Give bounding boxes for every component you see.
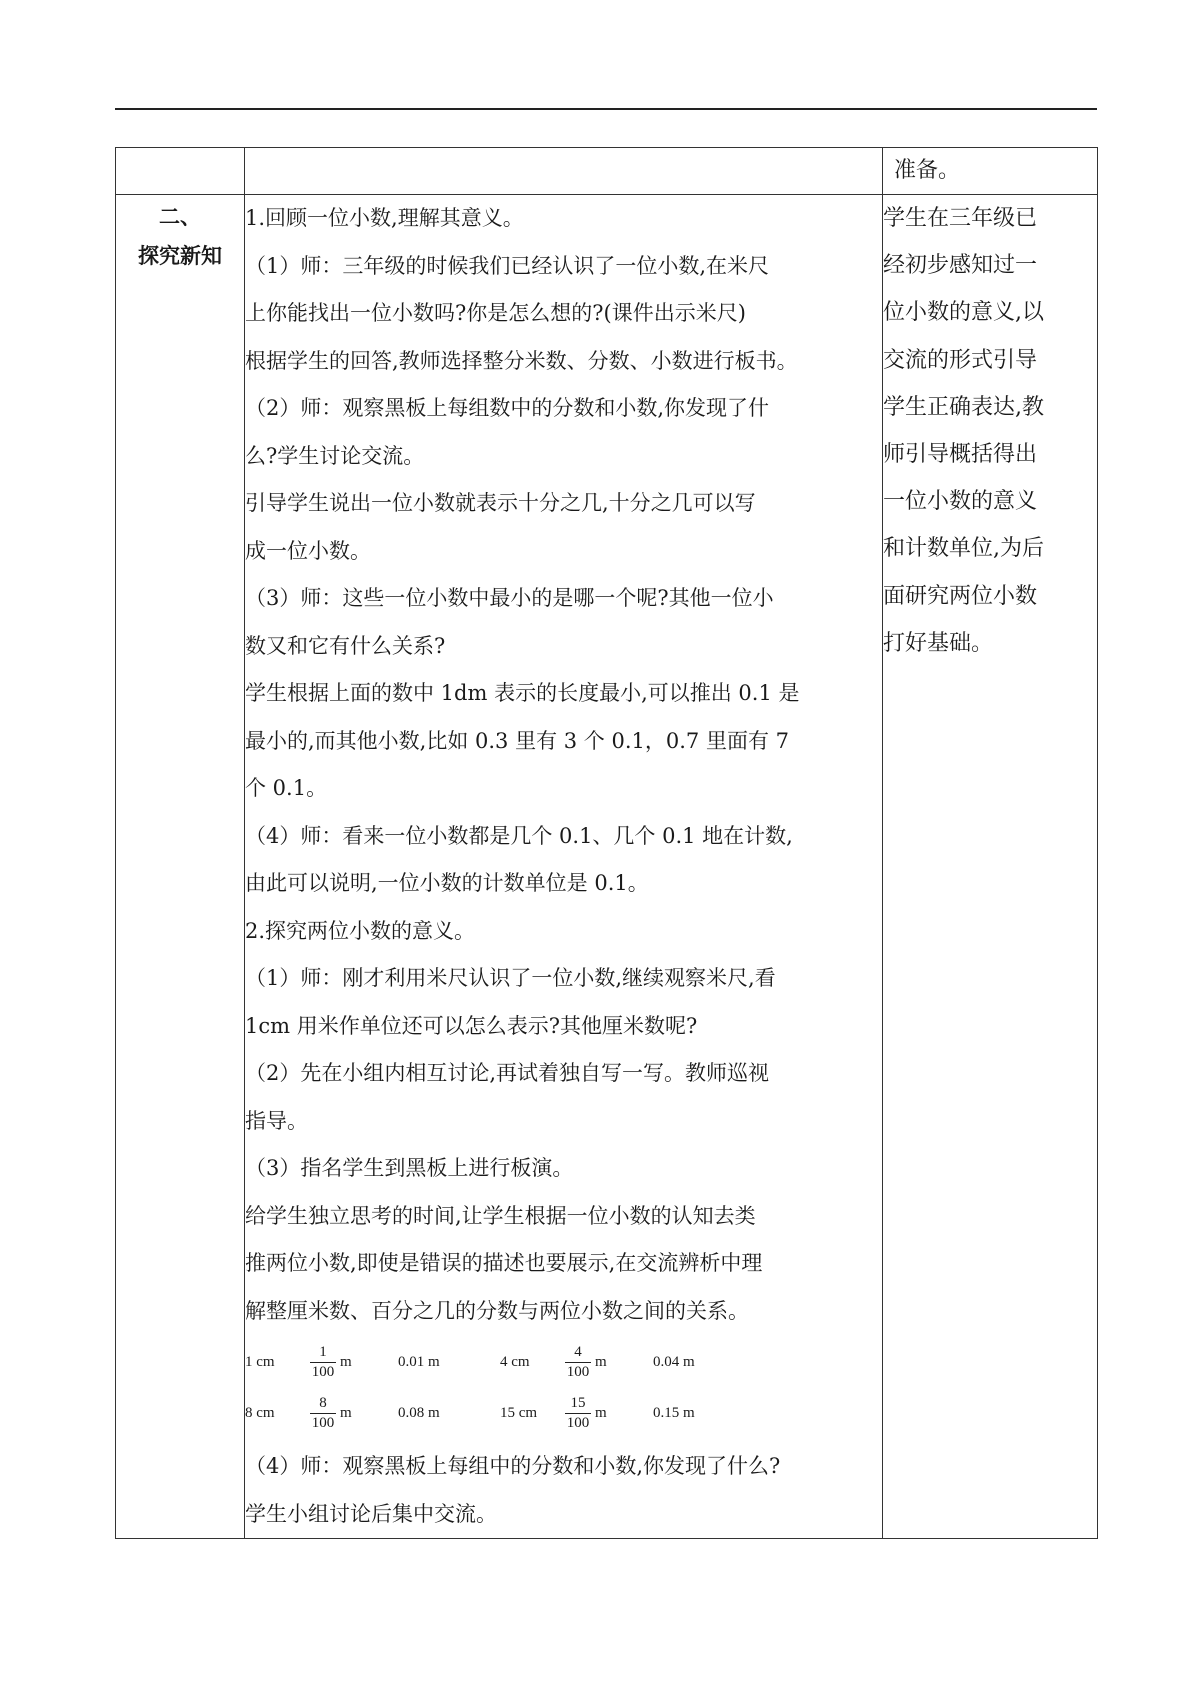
content-line: 引导学生说出一位小数就表示十分之几,十分之几可以写	[245, 491, 756, 515]
fraction	[310, 1395, 336, 1432]
intent-line: 和计数单位,为后	[883, 536, 1044, 562]
content-line: 个 0.1。	[245, 776, 328, 800]
fraction-group	[565, 1395, 653, 1432]
content-line: 上你能找出一位小数吗?你是怎么想的?(课件出示米尺)	[245, 301, 746, 325]
fraction-group	[310, 1344, 398, 1381]
content-line: （2）师：观察黑板上每组数中的分数和小数,你发现了什	[245, 396, 770, 420]
table-row-continuation	[116, 148, 1098, 195]
decimal-value: 0.01 m	[398, 1354, 440, 1370]
centimeter-value: 4 cm	[500, 1354, 530, 1370]
intent-line: 师引导概括得出	[883, 442, 1038, 468]
content-line: 么?学生讨论交流。	[245, 443, 425, 468]
fraction-denominator: 100	[566, 1415, 590, 1431]
fraction-denominator: 100	[311, 1415, 335, 1431]
content-line: 1.回顾一位小数,理解其意义。	[245, 206, 524, 230]
intent-line: 学生在三年级已	[883, 206, 1038, 231]
intent-line: 学生正确表达,教	[883, 394, 1044, 420]
content-line: 数又和它有什么关系?	[245, 633, 446, 658]
intent-line: 一位小数的意义	[883, 489, 1038, 515]
fraction	[565, 1395, 591, 1432]
content-line: 解整厘米数、百分之几的分数与两位小数之间的关系。	[245, 1298, 749, 1323]
fraction-unit: m	[595, 1354, 607, 1370]
content-line: 学生小组讨论后集中交流。	[245, 1501, 497, 1526]
content-line: 学生根据上面的数中 1dm 表示的长度最小,可以推出 0.1 是	[245, 681, 800, 705]
table-row-explore	[116, 195, 1098, 1539]
fraction	[310, 1344, 336, 1381]
conversion-row	[245, 1337, 882, 1388]
centimeter-value: 8 cm	[245, 1405, 275, 1421]
content-line: （4）师：看来一位小数都是几个 0.1、几个 0.1 地在计数,	[245, 823, 793, 848]
content-line: （1）师：刚才利用米尺认识了一位小数,继续观察米尺,看	[245, 966, 776, 990]
closing-lines	[245, 1443, 882, 1538]
fraction-numerator: 15	[570, 1395, 586, 1411]
content-lines	[245, 195, 882, 1335]
fraction-bar	[565, 1413, 591, 1414]
content-line: （3）师：这些一位小数中最小的是哪一个呢?其他一位小	[245, 586, 774, 610]
fraction-numerator: 1	[319, 1344, 327, 1360]
fraction-unit: m	[595, 1405, 607, 1421]
centimeter-value: 1 cm	[245, 1354, 275, 1370]
fraction	[565, 1344, 591, 1381]
intent-lines	[883, 195, 1097, 667]
content-line: （3）指名学生到黑板上进行板演。	[245, 1156, 574, 1180]
intent-line: 经初步感知过一	[883, 253, 1038, 279]
stage-name: 探究新知	[138, 244, 222, 268]
content-line: （1）师：三年级的时候我们已经认识了一位小数,在米尺	[245, 253, 770, 278]
fraction-unit: m	[340, 1405, 352, 1421]
centimeter-value: 15 cm	[500, 1405, 538, 1421]
continuation-note: 准备。	[894, 158, 961, 183]
fraction-numerator: 4	[574, 1344, 582, 1360]
intent-cell-continuation	[883, 148, 1098, 195]
fraction-group	[565, 1344, 653, 1381]
fraction-unit: m	[340, 1354, 352, 1370]
stage-cell	[116, 195, 245, 1539]
content-line: 最小的,而其他小数,比如 0.3 里有 3 个 0.1，0.7 里面有 7	[245, 728, 789, 753]
intent-cell	[883, 195, 1098, 1539]
fraction-denominator: 100	[311, 1364, 335, 1380]
header-rule	[115, 108, 1097, 110]
content-line: 给学生独立思考的时间,让学生根据一位小数的认知去类	[245, 1203, 756, 1228]
intent-line: 打好基础。	[883, 630, 994, 656]
content-line: 2.探究两位小数的意义。	[245, 918, 476, 943]
stage-cell-empty	[116, 148, 245, 195]
decimal-value: 0.15 m	[653, 1405, 695, 1421]
content-line: 指导。	[245, 1108, 308, 1133]
content-line: 推两位小数,即使是错误的描述也要展示,在交流辨析中理	[245, 1251, 763, 1275]
content-line: （2）先在小组内相互讨论,再试着独自写一写。教师巡视	[245, 1061, 770, 1085]
decimal-value: 0.04 m	[653, 1354, 695, 1370]
fraction-denominator: 100	[566, 1364, 590, 1380]
fraction-bar	[310, 1413, 336, 1414]
intent-line: 交流的形式引导	[883, 347, 1038, 373]
conversion-table	[245, 1337, 882, 1439]
fraction-bar	[565, 1362, 591, 1363]
content-cell-empty	[245, 148, 883, 195]
content-line: 1cm 用米作单位还可以怎么表示?其他厘米数呢?	[245, 1013, 698, 1038]
content-line: 由此可以说明,一位小数的计数单位是 0.1。	[245, 871, 649, 895]
content-line: （4）师：观察黑板上每组中的分数和小数,你发现了什么?	[245, 1454, 781, 1478]
intent-line: 位小数的意义,以	[883, 300, 1044, 326]
fraction-bar	[310, 1362, 336, 1363]
fraction-numerator: 8	[319, 1395, 327, 1411]
content-cell	[245, 195, 883, 1539]
intent-line: 面研究两位小数	[883, 583, 1038, 609]
conversion-row	[245, 1388, 882, 1439]
fraction-group	[310, 1395, 398, 1432]
content-line: 成一位小数。	[245, 538, 371, 563]
decimal-value: 0.08 m	[398, 1405, 440, 1421]
lesson-plan-table	[115, 147, 1098, 1539]
stage-number: 二、	[159, 205, 201, 229]
content-line: 根据学生的回答,教师选择整分米数、分数、小数进行板书。	[245, 348, 798, 373]
